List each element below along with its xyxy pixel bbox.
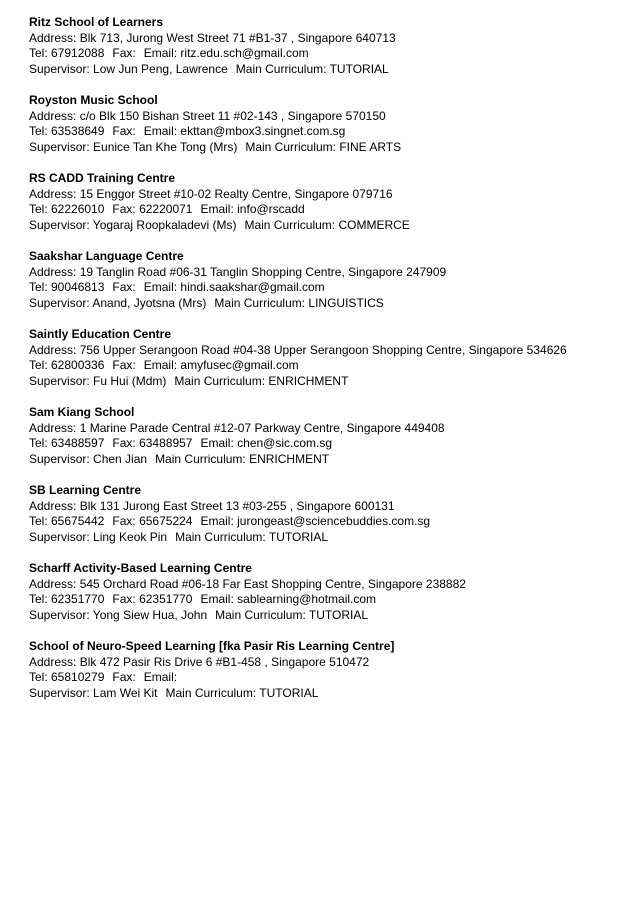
fax-value: Fax: 62351770: [112, 592, 193, 606]
school-entry: [29, 93, 629, 155]
document-page: [29, 15, 629, 717]
supervisor-line: [29, 686, 629, 702]
fax-value: Fax: 62220071: [112, 202, 193, 216]
supervisor-line: [29, 608, 629, 624]
supervisor-value: Supervisor: Ling Keok Pin: [29, 529, 168, 544]
curriculum-value: Main Curriculum: ENRICHMENT: [155, 451, 330, 466]
curriculum-value: Main Curriculum: FINE ARTS: [245, 139, 402, 154]
email-value: Email: ritz.edu.sch@gmail.com: [143, 46, 309, 60]
email-value: Email:: [143, 670, 178, 684]
email-value: Email: amyfusec@gmail.com: [143, 358, 299, 372]
school-entry: [29, 249, 629, 311]
curriculum-value: Main Curriculum: TUTORIAL: [165, 685, 319, 700]
school-entry: [29, 639, 629, 701]
supervisor-line: [29, 62, 629, 78]
school-address: Address: Blk 131 Jurong East Street 13 #03-255 , Singapore 600131: [29, 498, 395, 513]
fax-value: Fax:: [112, 358, 136, 372]
school-name: Royston Music School: [29, 93, 158, 107]
supervisor-value: Supervisor: Lam Wei Kit: [29, 685, 158, 700]
fax-value: Fax:: [112, 124, 136, 138]
email-value: Email: sablearning@hotmail.com: [200, 592, 377, 606]
school-entry: [29, 483, 629, 545]
supervisor-value: Supervisor: Anand, Jyotsna (Mrs): [29, 295, 207, 310]
tel-value: Tel: 62226010: [29, 202, 105, 216]
supervisor-line: [29, 530, 629, 546]
school-name: Saintly Education Centre: [29, 327, 172, 341]
school-name: RS CADD Training Centre: [29, 171, 176, 185]
tel-value: Tel: 90046813: [29, 280, 105, 294]
curriculum-value: Main Curriculum: LINGUISTICS: [214, 295, 384, 310]
email-value: Email: hindi.saakshar@gmail.com: [143, 280, 325, 294]
school-address: Address: Blk 472 Pasir Ris Drive 6 #B1-458 , Singapore 510472: [29, 654, 370, 669]
email-value: Email: info@rscadd: [200, 202, 305, 216]
contact-line: [29, 670, 629, 686]
school-address: Address: 1 Marine Parade Central #12-07 Parkway Centre, Singapore 449408: [29, 420, 445, 435]
supervisor-value: Supervisor: Eunice Tan Khe Tong (Mrs): [29, 139, 238, 154]
school-address: Address: c/o Blk 150 Bishan Street 11 #02-143 , Singapore 570150: [29, 108, 386, 123]
supervisor-line: [29, 140, 629, 156]
contact-line: [29, 46, 629, 62]
school-name: Sam Kiang School: [29, 405, 135, 419]
email-value: Email: jurongeast@sciencebuddies.com.sg: [200, 514, 431, 528]
tel-value: Tel: 62800336: [29, 358, 105, 372]
supervisor-line: [29, 296, 629, 312]
fax-value: Fax:: [112, 280, 136, 294]
tel-value: Tel: 63538649: [29, 124, 105, 138]
contact-line: [29, 436, 629, 452]
school-address: Address: 15 Enggor Street #10-02 Realty Centre, Singapore 079716: [29, 186, 393, 201]
email-value: Email: ekttan@mbox3.singnet.com.sg: [143, 124, 346, 138]
supervisor-line: [29, 218, 629, 234]
supervisor-value: Supervisor: Low Jun Peng, Lawrence: [29, 61, 228, 76]
fax-value: Fax:: [112, 46, 136, 60]
school-entry: [29, 561, 629, 623]
contact-line: [29, 202, 629, 218]
contact-line: [29, 124, 629, 140]
tel-value: Tel: 65675442: [29, 514, 105, 528]
email-value: Email: chen@sic.com.sg: [200, 436, 333, 450]
contact-line: [29, 514, 629, 530]
curriculum-value: Main Curriculum: ENRICHMENT: [174, 373, 349, 388]
school-entry: [29, 405, 629, 467]
school-name: Saakshar Language Centre: [29, 249, 184, 263]
school-entry: [29, 171, 629, 233]
school-entry: [29, 327, 629, 389]
supervisor-value: Supervisor: Yogaraj Roopkaladevi (Ms): [29, 217, 237, 232]
tel-value: Tel: 65810279: [29, 670, 105, 684]
tel-value: Tel: 67912088: [29, 46, 105, 60]
school-address: Address: 545 Orchard Road #06-18 Far East Shopping Centre, Singapore 238882: [29, 576, 466, 591]
supervisor-line: [29, 374, 629, 390]
school-entry: [29, 15, 629, 77]
fax-value: Fax: 65675224: [112, 514, 193, 528]
curriculum-value: Main Curriculum: TUTORIAL: [215, 607, 369, 622]
school-name: SB Learning Centre: [29, 483, 142, 497]
supervisor-value: Supervisor: Fu Hui (Mdm): [29, 373, 167, 388]
school-address: Address: 756 Upper Serangoon Road #04-38 Upper Serangoon Shopping Centre, Singapore 534626: [29, 342, 567, 357]
school-name: Scharff Activity-Based Learning Centre: [29, 561, 252, 575]
tel-value: Tel: 63488597: [29, 436, 105, 450]
curriculum-value: Main Curriculum: TUTORIAL: [235, 61, 389, 76]
fax-value: Fax: 63488957: [112, 436, 193, 450]
school-name: School of Neuro-Speed Learning [fka Pasir Ris Learning Centre]: [29, 639, 395, 653]
contact-line: [29, 280, 629, 296]
tel-value: Tel: 62351770: [29, 592, 105, 606]
school-address: Address: 19 Tanglin Road #06-31 Tanglin Shopping Centre, Singapore 247909: [29, 264, 447, 279]
contact-line: [29, 358, 629, 374]
school-name: Ritz School of Learners: [29, 15, 164, 29]
supervisor-line: [29, 452, 629, 468]
supervisor-value: Supervisor: Yong Siew Hua, John: [29, 607, 208, 622]
contact-line: [29, 592, 629, 608]
school-address: Address: Blk 713, Jurong West Street 71 #B1-37 , Singapore 640713: [29, 30, 396, 45]
curriculum-value: Main Curriculum: COMMERCE: [244, 217, 410, 232]
curriculum-value: Main Curriculum: TUTORIAL: [175, 529, 329, 544]
supervisor-value: Supervisor: Chen Jian: [29, 451, 148, 466]
fax-value: Fax:: [112, 670, 136, 684]
